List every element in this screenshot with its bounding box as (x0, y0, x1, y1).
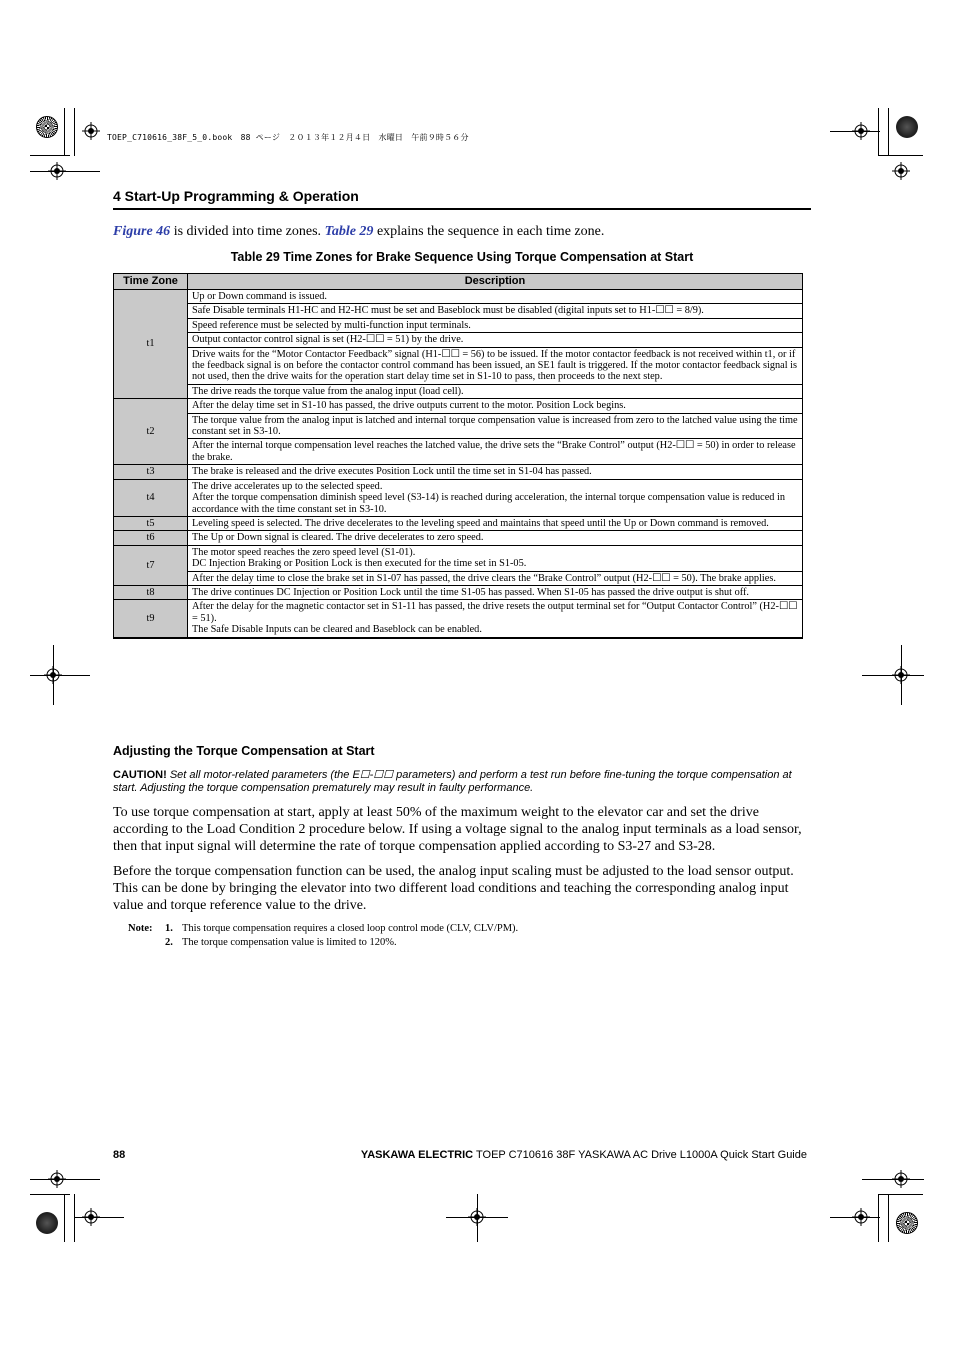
registration-disc-icon (896, 116, 918, 138)
intro-text: is divided into time zones. (170, 224, 325, 239)
description-cell: After the delay time to close the brake set in S1-07 has passed, the drive clears the “Brake Control” output (H2-☐☐ = 50). The brake applies. (188, 571, 803, 585)
note-number: 2. (165, 937, 173, 948)
column-header-description: Description (188, 274, 803, 290)
table-row (114, 600, 803, 638)
table-row (114, 399, 803, 413)
time-zone-cell: t3 (114, 465, 188, 479)
table-row (114, 571, 803, 585)
description-cell: After the delay time set in S1-10 has passed, the drive outputs current to the motor. Position Lock begins. (188, 399, 803, 413)
table-row (114, 333, 803, 347)
header-rule (113, 208, 811, 210)
table-row (114, 318, 803, 332)
note-label: Note: (128, 923, 153, 934)
table-row (114, 384, 803, 398)
body-paragraph: Before the torque compensation function can be used, the analog input scaling must be adjusted to the load sensor output. This can be done by bringing the elevator into two different load conditions and teaching the corresponding analog input value and torque reference value to the drive. (113, 864, 794, 913)
caution-notice (113, 769, 803, 794)
table-row (114, 531, 803, 545)
table-29-link[interactable]: Table 29 (324, 224, 374, 239)
time-zone-cell: t6 (114, 531, 188, 545)
table-row (114, 465, 803, 479)
table-body (114, 290, 803, 638)
figure-46-link[interactable]: Figure 46 (113, 224, 171, 239)
description-cell: The motor speed reaches the zero speed level (S1-01). DC Injection Braking or Position Lock is then executed for the time set in S1-05. (188, 545, 803, 571)
time-zone-cell: t4 (114, 479, 188, 516)
registration-disc-icon (36, 116, 58, 138)
footer-brand: YASKAWA ELECTRIC (360, 1149, 474, 1161)
description-cell: Leveling speed is selected. The drive decelerates to the leveling speed and maintains that speed until the Up or Down command is removed. (188, 516, 803, 530)
table-row (114, 347, 803, 384)
note-number: 1. (165, 923, 173, 934)
registration-disc-icon (896, 1212, 918, 1234)
description-cell: The Up or Down signal is cleared. The drive decelerates to zero speed. (188, 531, 803, 545)
time-zone-cell: t7 (114, 545, 188, 585)
description-cell: The drive accelerates up to the selected speed. After the torque compensation diminish speed level (S3-14) is reached during acceleration, the internal torque compensation value is reduced in accordance with the time constant set in S3-10. (188, 479, 803, 516)
description-cell: The drive reads the torque value from the analog input (load cell). (188, 384, 803, 398)
page-number: 88 (113, 1149, 126, 1161)
crosshair-icon (892, 162, 910, 180)
footer-doc-title: TOEP C710616 38F YASKAWA AC Drive L1000A Quick Start Guide (473, 1149, 807, 1161)
description-cell: Safe Disable terminals H1-HC and H2-HC must be set and Baseblock must be disabled (digital inputs set to H1-☐☐ = 8/9). (188, 304, 803, 318)
body-paragraph: To use torque compensation at start, apply at least 50% of the maximum weight to the elevator car and set the drive according to the Load Condition 2 procedure below. If using a voltage signal to the analog input terminals as a load sensor, then that input signal will determine the rate of torque compensation applied according to S3-27 and S3-28. (113, 805, 802, 854)
description-cell: Speed reference must be selected by multi-function input terminals. (188, 318, 803, 332)
table-row (114, 479, 803, 516)
time-zone-cell: t9 (114, 600, 188, 638)
time-zone-cell: t2 (114, 399, 188, 465)
description-cell: The torque value from the analog input is latched and internal torque compensation value is increased from zero to the latched value using the time constant set in S3-10. (188, 413, 803, 439)
table-row (114, 585, 803, 599)
column-header-time-zone: Time Zone (114, 274, 188, 290)
description-cell: Output contactor control signal is set (H2-☐☐ = 51) by the drive. (188, 333, 803, 347)
intro-paragraph (113, 224, 604, 240)
table-row (114, 439, 803, 465)
subheading: Adjusting the Torque Compensation at Start (113, 744, 375, 758)
table-row (114, 304, 803, 318)
registration-disc-icon (36, 1212, 58, 1234)
time-zone-cell: t8 (114, 585, 188, 599)
description-cell: Drive waits for the “Motor Contactor Feedback” signal (H1-☐☐ = 56) to be issued. If the motor contactor feedback is not received within t1, or if the feedback signal is on before the contactor control command has been issued, an SE1 fault is triggered. If the motor contactor feedback signal is not used, then the drive waits for the operation start delay time set in S1-10 to pass, then proceeds to the next step. (188, 347, 803, 384)
time-zone-table (113, 273, 803, 639)
description-cell: Up or Down command is issued. (188, 290, 803, 304)
description-cell: After the delay for the magnetic contactor set in S1-11 has passed, the drive resets the output terminal set for “Output Contactor Control” (H2-☐☐ = 51). The Safe Disable Inputs can be cleared and Baseblock can be enabled. (188, 600, 803, 638)
time-zone-cell: t1 (114, 290, 188, 399)
table-row (114, 290, 803, 304)
table-row (114, 413, 803, 439)
description-cell: The drive continues DC Injection or Position Lock until the time S1-05 has passed. When S1-05 has passed the drive output is shut off. (188, 585, 803, 599)
intro-text: explains the sequence in each time zone. (373, 224, 605, 239)
section-header: 4 Start-Up Programming & Operation (113, 188, 359, 204)
note-text: The torque compensation value is limited to 120%. (182, 937, 397, 948)
caution-label: CAUTION! (113, 769, 167, 781)
table-title: Table 29 Time Zones for Brake Sequence Using Torque Compensation at Start (230, 250, 694, 264)
description-cell: The brake is released and the drive executes Position Lock until the time set in S1-04 has passed. (188, 465, 803, 479)
note-text: This torque compensation requires a closed loop control mode (CLV, CLV/PM). (182, 923, 519, 934)
time-zone-cell: t5 (114, 516, 188, 530)
caution-text: Set all motor-related parameters (the E☐-☐☐ parameters) and perform a test run before fine-tuning the torque compensation at start. Adjusting the torque compensation prematurely may result in faulty performance. (113, 769, 792, 794)
table-header-row (114, 274, 803, 290)
page-footer (361, 1149, 807, 1161)
crosshair-icon (82, 122, 100, 140)
table-row (114, 545, 803, 571)
description-cell: After the internal torque compensation level reaches the latched value, the drive sets the “Brake Control” output (H2-☐☐ = 50) in order to release the brake. (188, 439, 803, 465)
print-job-line: TOEP_C710616_38F_5_0.book 88 ページ ２０１３年１２月４日 水曜日 午前９時５６分 (107, 133, 469, 142)
table-row (114, 516, 803, 530)
